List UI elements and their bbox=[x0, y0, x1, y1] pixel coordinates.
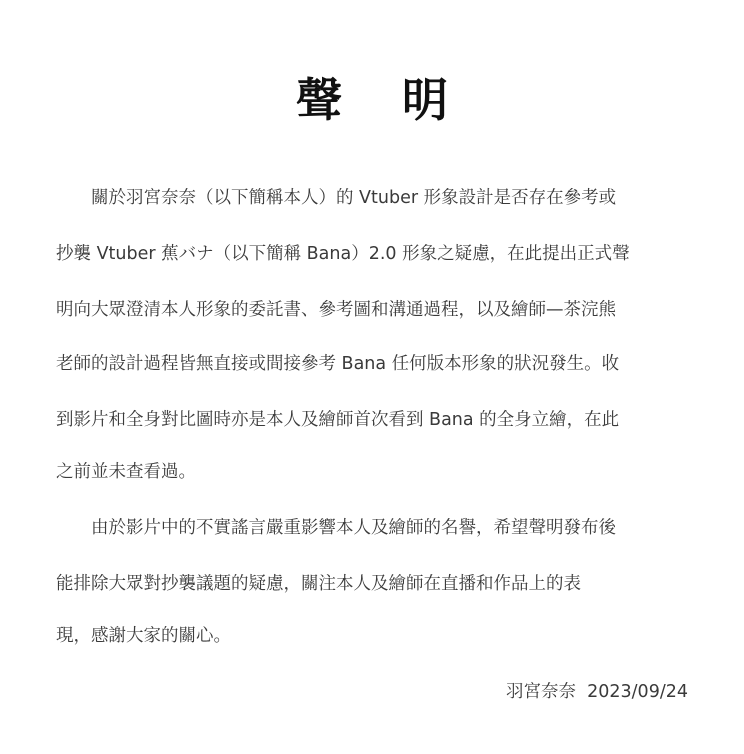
body-line: 之前並未查看過。 bbox=[56, 462, 196, 482]
statement-title bbox=[0, 70, 744, 130]
body-line: 到影片和全身對比圖時亦是本人及繪師首次看到 Bana 的全身立繪，在此 bbox=[56, 410, 620, 430]
body-line: 明向大眾澄清本人形象的委託書、參考圖和溝通過程，以及繪師—茶浣熊 bbox=[56, 300, 616, 320]
signature-name: 羽宮奈奈 bbox=[505, 682, 576, 702]
signature-date: 2023/09/24 bbox=[587, 682, 688, 702]
body-line: 關於羽宮奈奈（以下簡稱本人）的 Vtuber 形象設計是否存在參考或 bbox=[56, 188, 617, 208]
body-line: 抄襲 Vtuber 蕉バナ（以下簡稱 Bana）2.0 形象之疑慮，在此提出正式聲 bbox=[56, 244, 630, 264]
body-line: 老師的設計過程皆無直接或間接參考 Bana 任何版本形象的狀況發生。收 bbox=[56, 354, 620, 374]
title-char-1: 聲 bbox=[296, 73, 342, 127]
signature bbox=[506, 679, 688, 705]
title-char-2: 明 bbox=[402, 73, 448, 127]
body-line: 現，感謝大家的關心。 bbox=[56, 626, 231, 646]
body-line: 由於影片中的不實謠言嚴重影響本人及繪師的名譽，希望聲明發布後 bbox=[56, 518, 616, 538]
body-line: 能排除大眾對抄襲議題的疑慮，關注本人及繪師在直播和作品上的表 bbox=[56, 574, 581, 594]
